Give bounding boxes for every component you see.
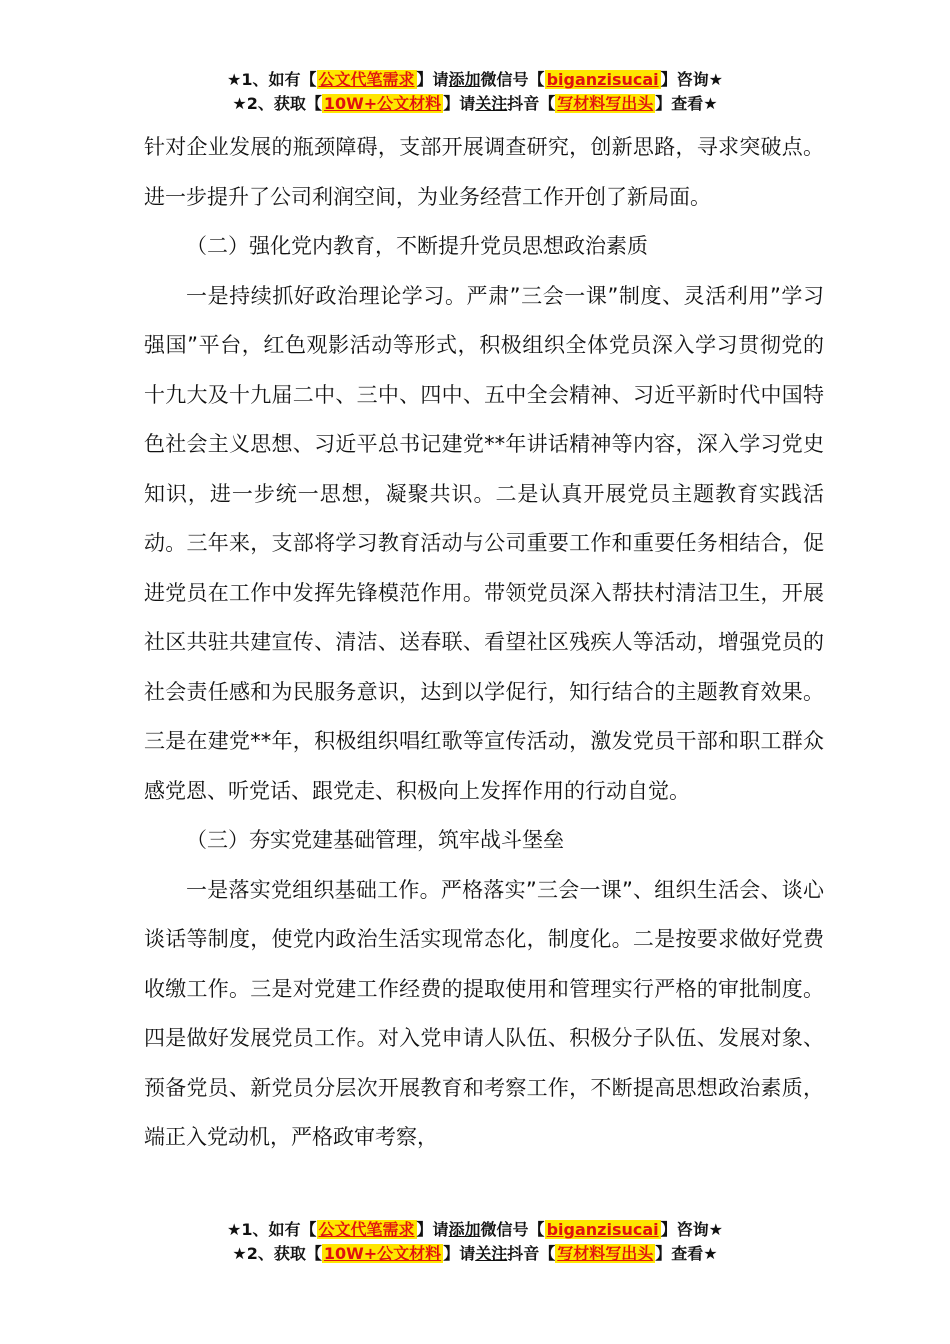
promo-line-2 bbox=[0, 1242, 950, 1266]
promo-text: 】请 bbox=[443, 1244, 476, 1263]
promo-highlight: 公文代笔需求 bbox=[318, 70, 415, 89]
promo-text: ★1、如有【 bbox=[227, 1220, 317, 1239]
promo-text: 】请 bbox=[443, 94, 476, 113]
promo-text: 】请 bbox=[416, 70, 449, 89]
promo-highlight: 10W+公文材料 bbox=[323, 1244, 442, 1263]
paragraph-continued: 针对企业发展的瓶颈障碍，支部开展调查研究，创新思路，寻求突破点。进一步提升了公司利润空间，为业务经营工作开创了新局面。 bbox=[144, 135, 824, 209]
promo-highlight: biganzisucai bbox=[546, 1220, 659, 1239]
promo-underline: 关注 bbox=[475, 1244, 508, 1263]
promo-line-1 bbox=[0, 1218, 950, 1242]
section-heading-3: （三）夯实党建基础管理，筑牢战斗堡垒 bbox=[186, 828, 564, 852]
promo-text: 微信号【 bbox=[480, 1220, 545, 1239]
promo-text: 】咨询★ bbox=[660, 70, 723, 89]
promo-line-2 bbox=[0, 92, 950, 116]
paragraph-section-3: 一是落实党组织基础工作。严格落实”三会一课”、组织生活会、谈心谈话等制度，使党内政治生活实现常态化，制度化。二是按要求做好党费收缴工作。三是对党建工作经费的提取使用和管理实行严格的审批制度。四是做好发展党员工作。对入党申请人队伍、积极分子队伍、发展对象、预备党员、新党员分层次开展教育和考察工作，不断提高思想政治素质，端正入党动机，严格政审考察， bbox=[144, 877, 824, 1149]
promo-text: ★1、如有【 bbox=[227, 70, 317, 89]
promo-highlight: biganzisucai bbox=[546, 70, 659, 89]
promo-text: 抖音【 bbox=[507, 94, 556, 113]
promo-highlight: 写材料写出头 bbox=[557, 94, 654, 113]
promo-banner-bottom bbox=[0, 1218, 950, 1266]
promo-line-1 bbox=[0, 68, 950, 92]
promo-text: 】请 bbox=[416, 1220, 449, 1239]
promo-text: 微信号【 bbox=[480, 70, 545, 89]
promo-text: ★2、获取【 bbox=[232, 94, 322, 113]
promo-text: 】咨询★ bbox=[660, 1220, 723, 1239]
promo-underline: 关注 bbox=[475, 94, 508, 113]
promo-underline: 添加 bbox=[448, 1220, 481, 1239]
document-body bbox=[144, 123, 824, 1163]
promo-text: 】查看★ bbox=[655, 1244, 718, 1263]
promo-underline: 添加 bbox=[448, 70, 481, 89]
promo-text: 抖音【 bbox=[507, 1244, 556, 1263]
promo-text: ★2、获取【 bbox=[232, 1244, 322, 1263]
section-heading-2: （二）强化党内教育，不断提升党员思想政治素质 bbox=[186, 234, 648, 258]
promo-highlight: 10W+公文材料 bbox=[323, 94, 442, 113]
promo-banner-top bbox=[0, 68, 950, 116]
promo-highlight: 公文代笔需求 bbox=[318, 1220, 415, 1239]
promo-highlight: 写材料写出头 bbox=[557, 1244, 654, 1263]
paragraph-section-2: 一是持续抓好政治理论学习。严肃”三会一课”制度、灵活利用”学习强国”平台，红色观影活动等形式，积极组织全体党员深入学习贯彻党的十九大及十九届二中、三中、四中、五中全会精神、习近平新时代中国特色社会主义思想、习近平总书记建党**年讲话精神等内容，深入学习党史知识，进一步统一思想，凝聚共识。二是认真开展党员主题教育实践活动。三年来，支部将学习教育活动与公司重要工作和重要任务相结合，促进党员在工作中发挥先锋模范作用。带领党员深入帮扶村清洁卫生，开展社区共驻共建宣传、清洁、送春联、看望社区残疾人等活动，增强党员的社会责任感和为民服务意识，达到以学促行，知行结合的主题教育效果。三是在建党**年，积极组织唱红歌等宣传活动，激发党员干部和职工群众感党恩、听党话、跟党走、积极向上发挥作用的行动自觉。 bbox=[144, 283, 824, 803]
promo-text: 】查看★ bbox=[655, 94, 718, 113]
